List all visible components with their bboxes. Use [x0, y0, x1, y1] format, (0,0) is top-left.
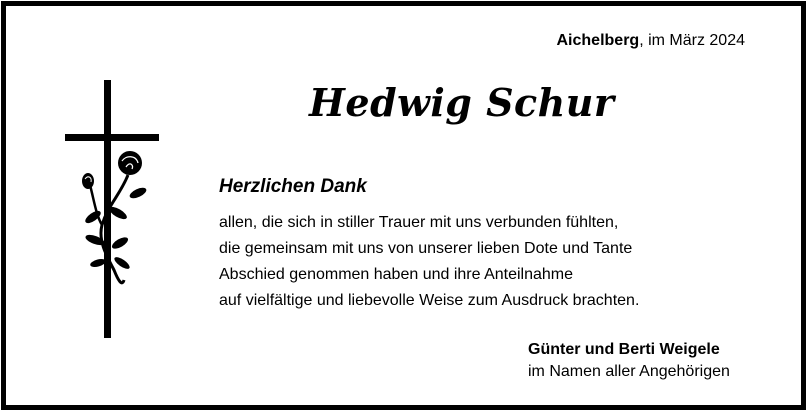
thanks-line: allen, die sich in stiller Trauer mit uns verbunden fühlten, — [219, 214, 619, 231]
place-date-line — [557, 31, 746, 51]
thanks-line: die gemeinsam mit uns von unserer lieben Dote und Tante — [219, 240, 633, 257]
thanks-text — [219, 210, 639, 314]
signature-block — [528, 339, 730, 383]
thanks-heading: Herzlichen Dank — [219, 176, 367, 197]
place-name: Aichelberg — [556, 32, 640, 49]
cross-with-rose-icon — [60, 75, 170, 345]
thanks-line: auf vielfältige und liebevolle Weise zum Ausdruck brachten. — [219, 292, 640, 309]
deceased-name: Hedwig Schur — [309, 80, 615, 125]
signature-note: im Namen aller Angehörigen — [528, 363, 730, 380]
thanks-line: Abschied genommen haben und ihre Anteilnahme — [219, 266, 574, 283]
date-text: , im März 2024 — [639, 32, 745, 49]
signature-names: Günter und Berti Weigele — [528, 341, 720, 358]
